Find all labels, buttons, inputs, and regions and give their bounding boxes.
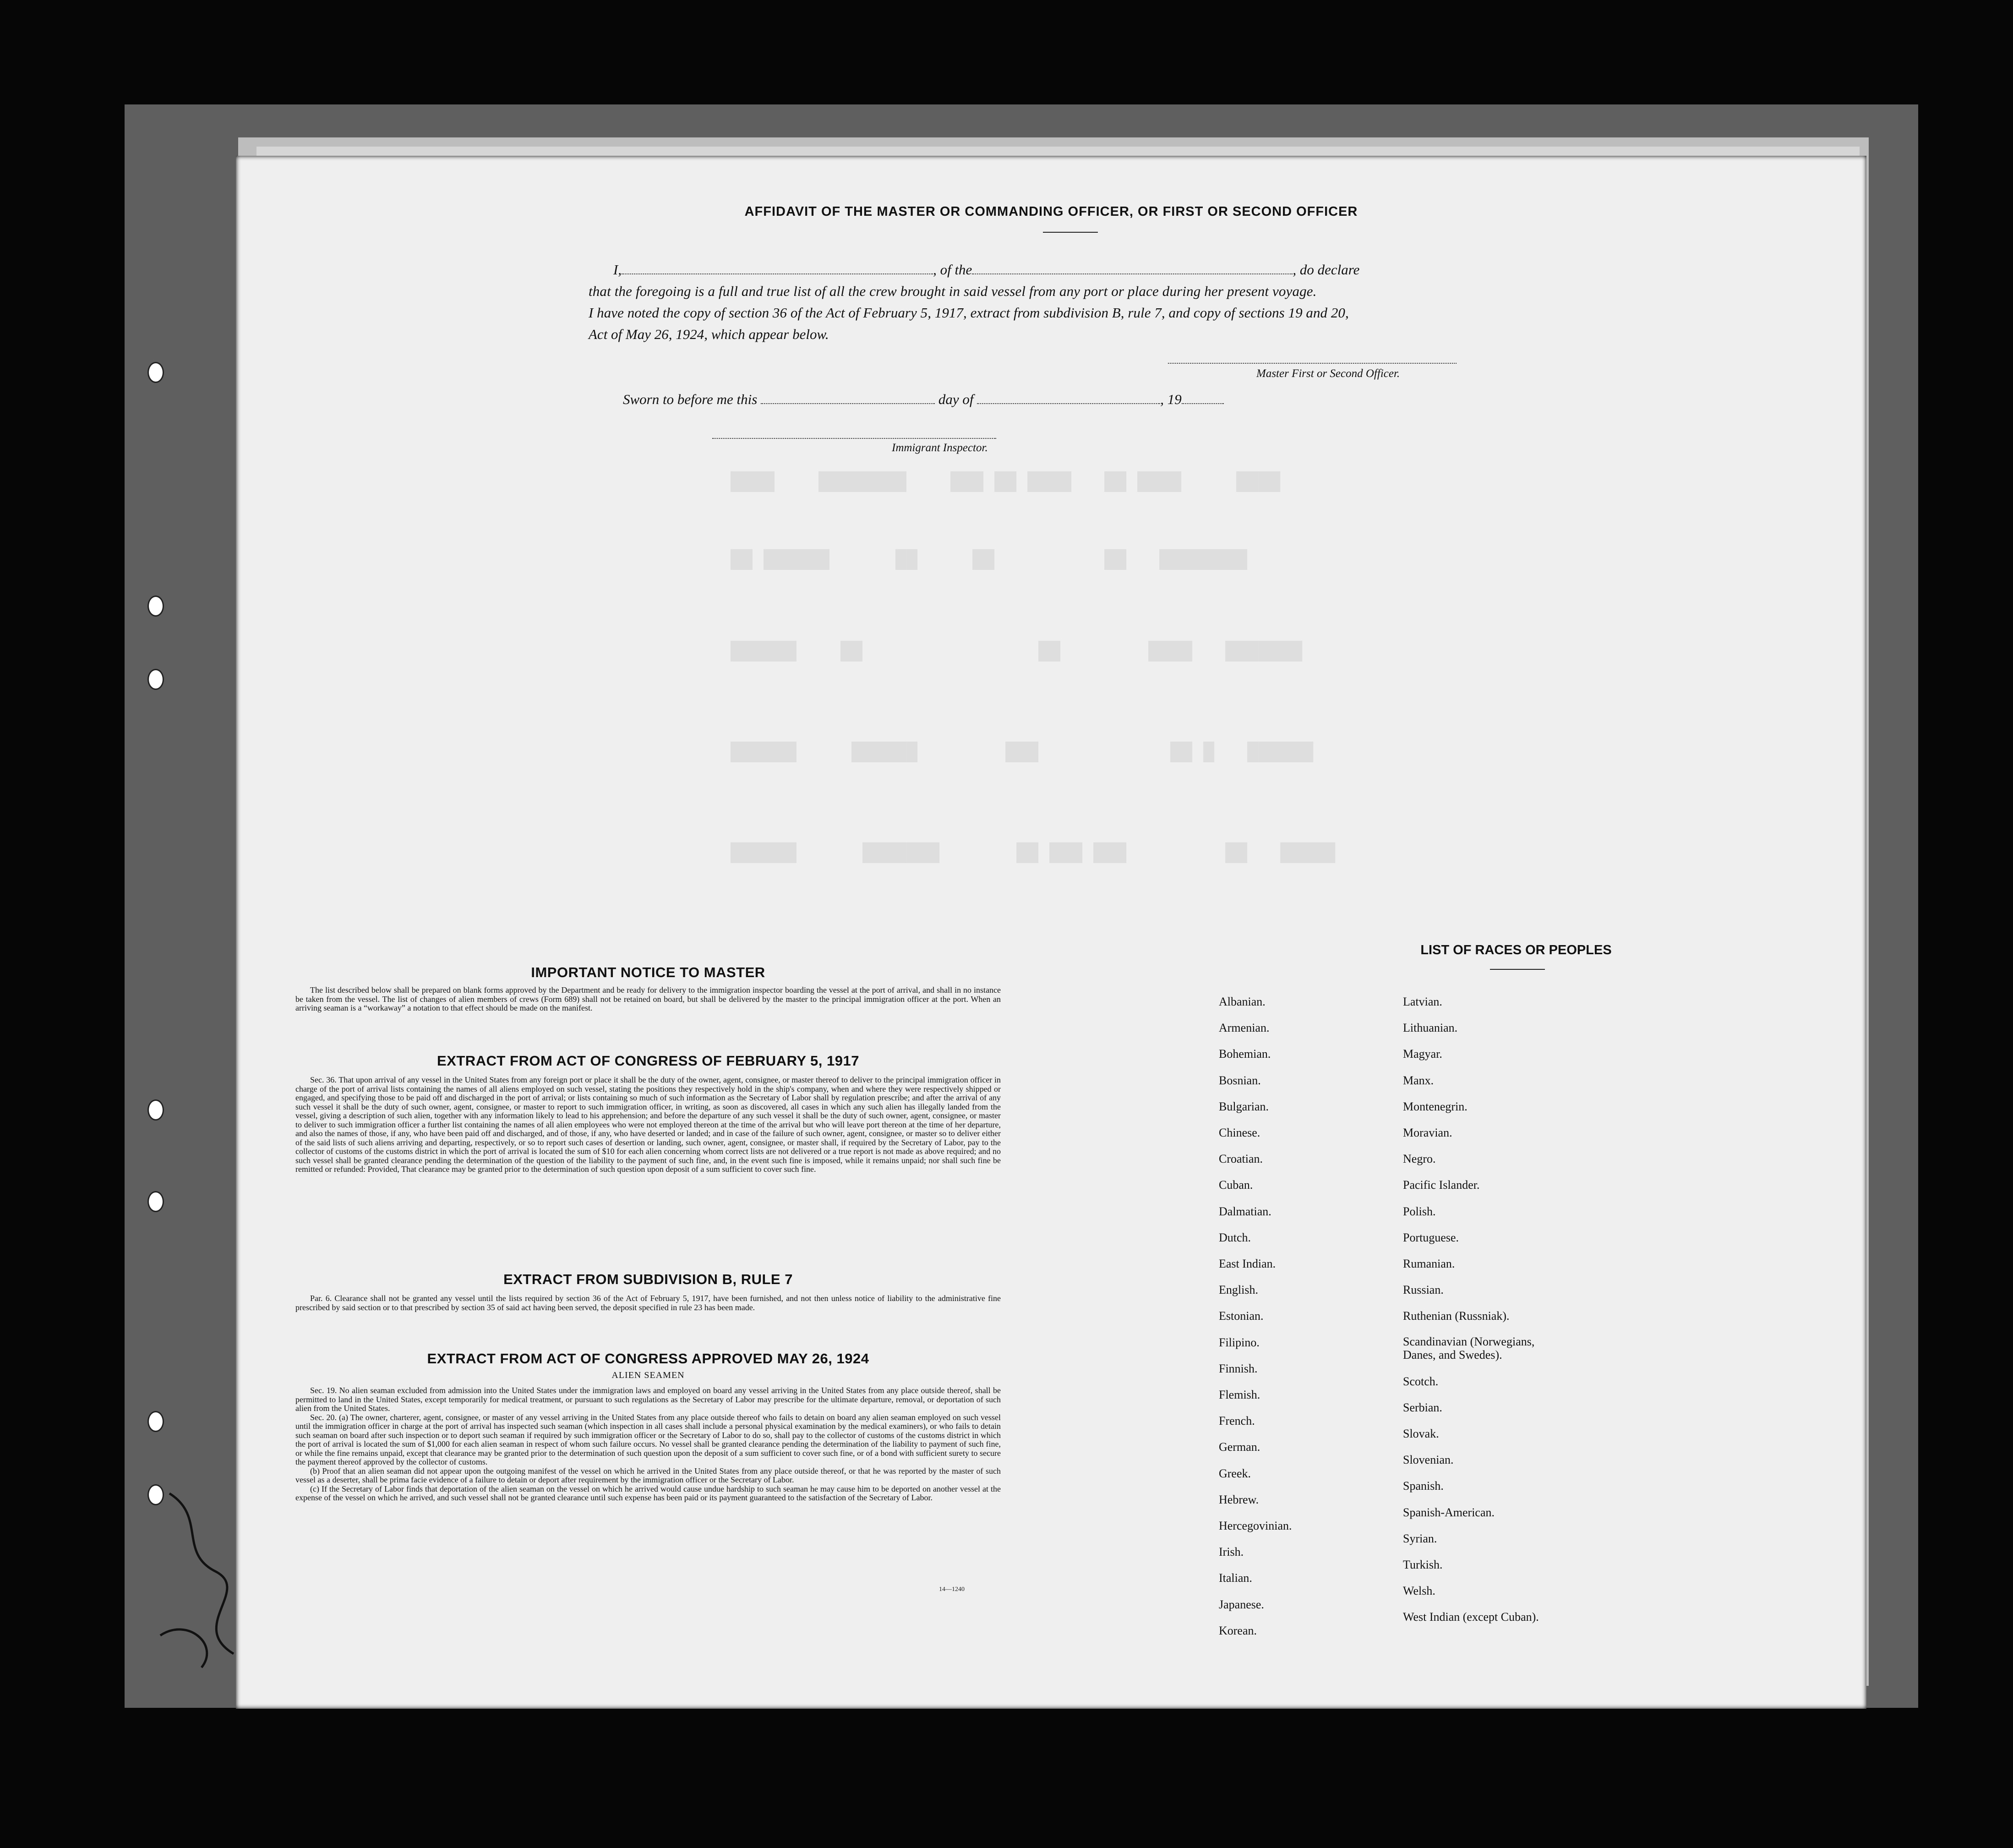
punch-hole [147, 362, 164, 383]
punch-hole [147, 669, 164, 690]
race-item: Dutch. [1219, 1230, 1251, 1244]
race-item: Irish. [1219, 1545, 1244, 1559]
manifest-page [236, 156, 1866, 1709]
extract-1917-body [295, 1076, 1001, 1174]
race-item: Flemish. [1219, 1388, 1260, 1402]
race-item: Turkish. [1403, 1558, 1443, 1572]
sworn-start: Sworn to before me this [623, 391, 758, 407]
race-item: East Indian. [1219, 1257, 1276, 1271]
punch-hole [147, 596, 164, 617]
race-item: Syrian. [1403, 1531, 1437, 1545]
sworn-end: , 19 [1160, 391, 1182, 407]
officer-name-blank [622, 273, 933, 274]
race-item: Bulgarian. [1219, 1099, 1269, 1113]
race-item: Scandinavian (Norwegians, Danes, and Swedes). [1403, 1334, 1535, 1361]
punch-hole [147, 1411, 164, 1432]
bleed-through: ████ ████████ ███ ██ ████ ██ ████ ████ [731, 472, 1281, 492]
section-19-paragraph: Sec. 19. No alien seaman excluded from admission into the United States under the immigration laws and employed on board any vessel arriving in the United States from any place outside thereof, shall be permitted to land in the United States, except temporarily for medical treatment, or pursuant to such regulations as the Secretary of Labor may prescribe for the ultimate departure, removal, or deportation of such alien from the United States. [295, 1386, 1001, 1413]
bleed-through: ██████ ███████ ██ ███ ███ ██ █████ [731, 843, 1336, 864]
affidavit-line3: I have noted the copy of section 36 of the Act of February 5, 1917, extract from subdivision B, rule 7, and copy of sections 19 and 20, [589, 305, 1349, 321]
race-item: Bohemian. [1219, 1047, 1271, 1061]
race-item: English. [1219, 1283, 1258, 1297]
race-item: Welsh. [1403, 1584, 1435, 1598]
divider [1043, 232, 1098, 233]
race-item: Croatian. [1219, 1152, 1263, 1166]
affidavit-title: AFFIDAVIT OF THE MASTER OR COMMANDING OFFICER, OR FIRST OR SECOND OFFICER [744, 204, 1358, 219]
sworn-month-blank [977, 403, 1160, 404]
race-item: Chinese. [1219, 1126, 1260, 1140]
races-left-column [1219, 989, 1292, 1644]
affidavit-line1-start: I, [613, 262, 622, 278]
race-item: German. [1219, 1440, 1260, 1454]
race-item: Slovenian. [1403, 1453, 1454, 1467]
race-item: Hebrew. [1219, 1493, 1259, 1506]
inspector-signature-label: Immigrant Inspector. [892, 442, 988, 454]
affidavit-line1-end: , do declare [1293, 262, 1360, 278]
race-item: Spanish. [1403, 1479, 1444, 1493]
races-title: LIST OF RACES OR PEOPLES [1420, 943, 1612, 957]
affidavit-line2: that the foregoing is a full and true list of all the crew brought in said vessel from any port or place during her present voyage. [589, 283, 1317, 299]
section-36-paragraph: Sec. 36. That upon arrival of any vessel in the United States from any foreign port or place it shall be the duty of the owner, agent, consignee, or master thereof to deliver to the principal immigration officer in charge of the port of arrival lists containing the names of all aliens employed on such vessel, stating the positions they respectively hold in the ship's company, when and where they were respectively shipped or engaged, and specifying those to be paid off and discharged in the port of arrival; or lists containing so much of such information as the Secretary of Labor shall by regulation prescribe; and after the arrival of any such vessel it shall be the duty of such owner, agent, consignee, or master to report to such immigration officer, in writing, as soon as discovered, all cases in which any such alien has illegally landed from the vessel, giving a description of such alien, together with any information likely to lead to his apprehension; and before the departure of any such vessel it shall be the duty of such owner, agent, consignee, or master to deliver to such immigration officer a further list containing the names of all alien employees who were not employed thereon at the time of the arrival but who will leave port thereon at the time of her departure, and also the names of those, if any, who have been paid off and discharged, and of those, if any, who have deserted or landed; and in case of the failure of such owner, agent, consignee, or master so to deliver either of the said lists of such aliens arriving and departing, respectively, or so to report such cases of desertion or landing, such owner, agent, consignee, or master shall, if required by the Secretary of Labor, pay to the collector of customs of the customs district in which the port of arrival is located the sum of $10 for each alien concerning whom correct lists are not delivered or a true report is not made as above required; and no such vessel shall be granted clearance pending the determination of the question of the liability to the payment of such fine, and, in the event such fine is imposed, while it remains unpaid; nor shall such fine be remitted or refunded: Provided, That clearance may be granted prior to the determination of such question upon deposit of a sum sufficient to cover such fine. [295, 1075, 1001, 1174]
race-item: Lithuanian. [1403, 1021, 1458, 1035]
race-item: Bosnian. [1219, 1073, 1261, 1087]
extract-1924-body [295, 1386, 1001, 1503]
race-item: Moravian. [1403, 1126, 1452, 1140]
race-item: Serbian. [1403, 1400, 1442, 1414]
race-item: Pacific Islander. [1403, 1178, 1480, 1192]
race-item: Slovak. [1403, 1427, 1439, 1441]
race-item: Rumanian. [1403, 1257, 1455, 1271]
race-item: Dalmatian. [1219, 1204, 1271, 1218]
race-item: Italian. [1219, 1571, 1252, 1585]
race-item: Ruthenian (Russniak). [1403, 1309, 1510, 1323]
section-20a-paragraph: Sec. 20. (a) The owner, charterer, agent, consignee, or master of any vessel arriving in the United States from any place outside thereof who fails to detain on board any alien seaman employed on such vessel until the immigration officer in charge at the port of arrival has inspected such seaman (which inspection in all cases shall include a personal physical examination by the medical examiners), or who fails to detain such seaman on board after such inspection or to deport such seaman if required by such immigration officer or the Secretary of Labor to do so, shall pay to the collector of customs of the customs district in which the port of arrival is located the sum of $1,000 for each alien seaman in respect of whom such failure occurs. No vessel shall be granted clearance pending the determination of the liability to payment of such fine, or while the fine remains unpaid, except that clearance may be granted prior to the determination of such question upon the deposit of a sum sufficient to cover such fine, or of a bond with sufficient surety to secure the payment thereof approved by the collector of customs. [295, 1412, 1001, 1466]
race-item: Estonian. [1219, 1309, 1264, 1323]
sworn-line [623, 388, 1224, 410]
paragraph-6: Par. 6. Clearance shall not be granted any vessel until the lists required by section 36 of the Act of February 5, 1917, have been furnished, and not then unless notice of liability to the administrative fine prescribed by said section or to that prescribed by section 35 of said act having been served, the deposit specified in rule 23 has been made. [295, 1294, 1001, 1312]
affidavit-line1-mid: , of the [933, 262, 972, 278]
punch-hole [147, 1191, 164, 1212]
race-item: Korean. [1219, 1624, 1257, 1637]
race-item: Filipino. [1219, 1335, 1260, 1349]
vessel-name-blank [972, 273, 1293, 274]
race-item: Manx. [1403, 1073, 1434, 1087]
sworn-day-blank [761, 403, 935, 404]
race-item: Cuban. [1219, 1178, 1253, 1192]
bleed-through: ██████ ██████ ███ ██ █ ██████ [731, 742, 1314, 763]
race-item: Japanese. [1219, 1597, 1264, 1611]
sworn-mid: day of [938, 391, 974, 407]
officer-signature-line [1168, 363, 1457, 364]
sworn-year-blank [1182, 403, 1224, 404]
race-item: Portuguese. [1403, 1230, 1459, 1244]
section-20c-paragraph: (c) If the Secretary of Labor finds that deportation of the alien seaman on the vessel on which he arrived would cause undue hardship to such seaman he may cause him to be deported on another vessel at the expense of the vessel on which he arrived, and such vessel shall not be granted clearance until such expense has been paid or its payment guaranteed to the satisfaction of the Secretary of Labor. [295, 1484, 1001, 1502]
notice-title: IMPORTANT NOTICE TO MASTER [531, 964, 765, 980]
race-item: Polish. [1403, 1204, 1436, 1218]
bleed-through: ██████ ██ ██ ████ ███████ [731, 641, 1303, 662]
race-item: Spanish-American. [1403, 1505, 1495, 1519]
race-item: Magyar. [1403, 1047, 1442, 1061]
divider [1490, 969, 1545, 970]
form-number: 14—1240 [939, 1586, 965, 1593]
race-item: Scotch. [1403, 1374, 1439, 1388]
race-item: Albanian. [1219, 995, 1266, 1008]
extract-1917-title: EXTRACT FROM ACT OF CONGRESS OF FEBRUARY 5, 1917 [437, 1053, 859, 1069]
race-item: Armenian. [1219, 1021, 1270, 1035]
race-item: Latvian. [1403, 995, 1442, 1008]
section-20b-paragraph: (b) Proof that an alien seaman did not appear upon the outgoing manifest of the vessel on which he arrived in the United States from any place outside thereof, or that he was reported by the master of such vessel as a deserter, shall be prima facie evidence of a failure to detain or deport after requirement by the immigration officer or the Secretary of Labor. [295, 1466, 1001, 1484]
officer-signature-label: Master First or Second Officer. [1256, 367, 1400, 380]
race-item: Montenegrin. [1403, 1099, 1467, 1113]
affidavit-line4: Act of May 26, 1924, which appear below. [589, 326, 829, 342]
extract-1924-title: EXTRACT FROM ACT OF CONGRESS APPROVED MAY 26, 1924 [427, 1350, 869, 1367]
races-right-column [1403, 989, 1539, 1630]
race-item: Russian. [1403, 1283, 1444, 1297]
race-item: Finnish. [1219, 1361, 1258, 1375]
affidavit-body [589, 259, 1482, 345]
alien-seamen-subtitle: ALIEN SEAMEN [611, 1370, 685, 1380]
subdivision-b-title: EXTRACT FROM SUBDIVISION B, RULE 7 [503, 1271, 793, 1287]
subdivision-b-body [295, 1294, 1001, 1312]
race-item: Hercegovinian. [1219, 1519, 1292, 1533]
race-item: Greek. [1219, 1466, 1251, 1480]
race-item: West Indian (except Cuban). [1403, 1610, 1539, 1624]
bleed-through: ██ ██████ ██ ██ ██ ████████ [731, 550, 1248, 570]
notice-body [295, 986, 1001, 1013]
race-item: Negro. [1403, 1152, 1436, 1166]
notice-paragraph: The list described below shall be prepared on blank forms approved by the Department and be ready for delivery to the immigration inspector boarding the vessel at the port of arrival, and shall in no instance be taken from the vessel. The list of changes of alien members of crews (Form 689) shall not be retained on board, but shall be delivered by the master to the principal immigration officer at the port. When an arriving seaman is a “workaway” a notation to that effect should be made on the manifest. [295, 985, 1001, 1012]
race-item: French. [1219, 1414, 1255, 1428]
inspector-signature-line [712, 438, 996, 439]
punch-hole [147, 1099, 164, 1121]
